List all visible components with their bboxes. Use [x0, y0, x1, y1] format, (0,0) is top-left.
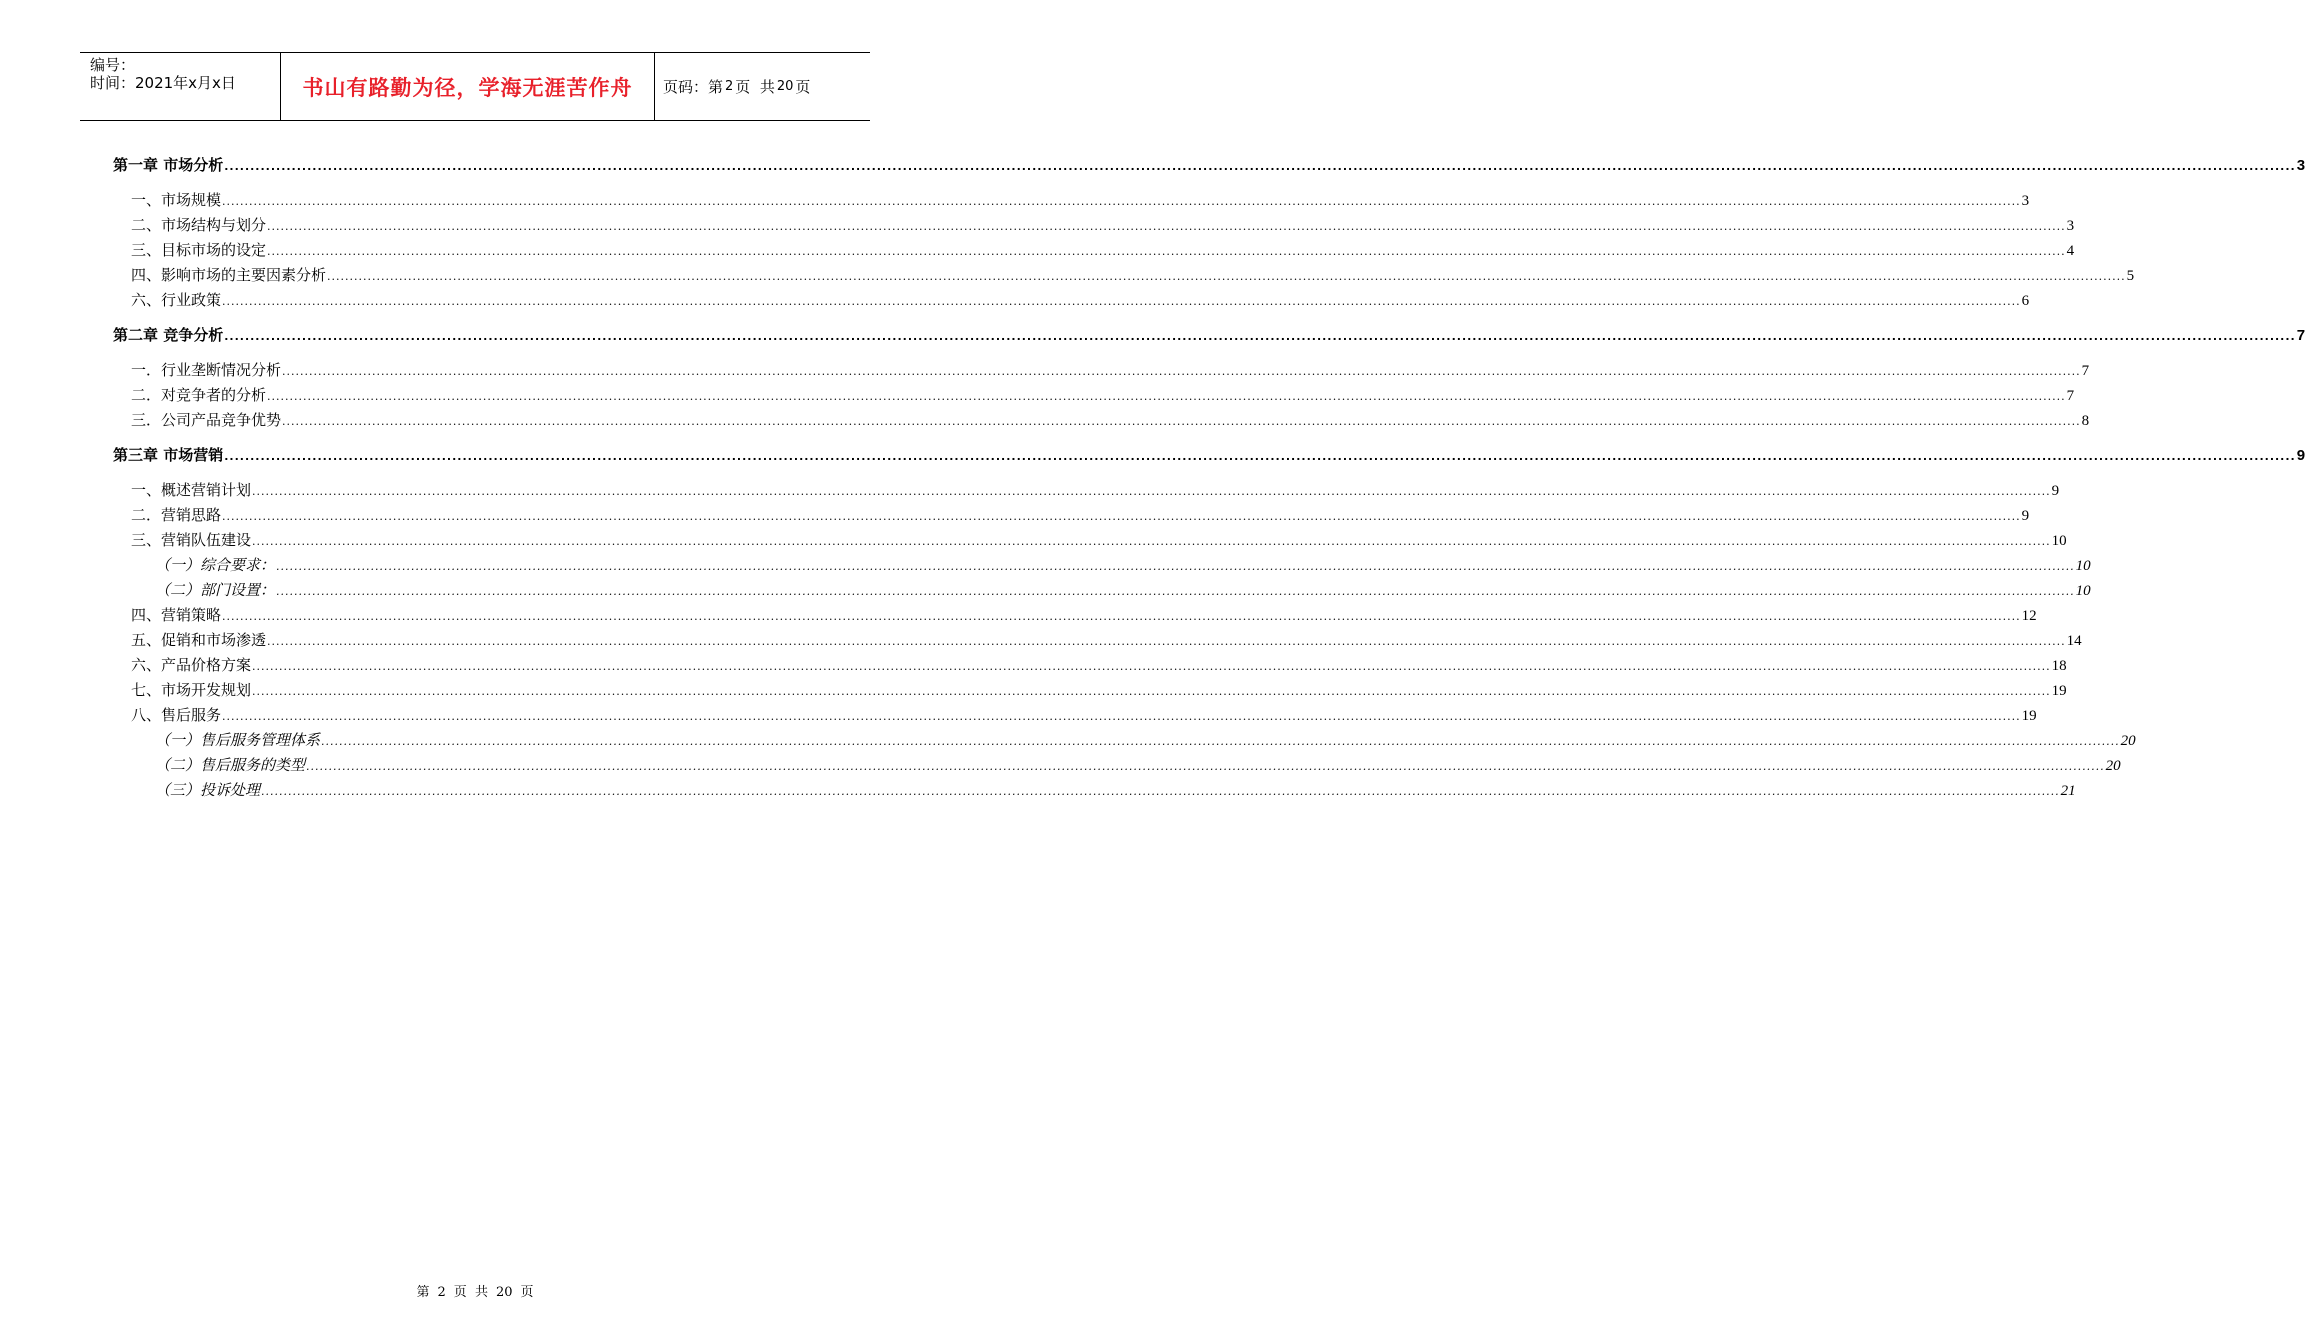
- toc-section[interactable]: [113, 359, 2090, 383]
- toc-dot-leader: ................................................................................................................................................................................................................................................................................................................................................................................................................: [222, 610, 2021, 623]
- toc-dot-leader: ................................................................................................................................................................................................................................................................................................................................................................................................................: [222, 710, 2021, 723]
- toc-dot-leader: ................................................................................................................................................................................................................................................................................................................................................................................................................: [267, 220, 2066, 233]
- toc-entry-label: 二、市场结构与划分: [131, 216, 267, 234]
- toc-dot-leader: ................................................................................................................................................................................................................................................................................................................................................................................................................: [252, 660, 2051, 673]
- toc-entry-label: （一）售后服务管理体系: [155, 731, 321, 749]
- footer-page-number: 2: [437, 1285, 446, 1300]
- toc-dot-leader: ................................................................................................................................................................................................................................................................................................................................................................................................................: [252, 685, 2051, 698]
- footer-prefix: 第: [416, 1285, 430, 1300]
- toc-dot-leader: ................................................................................................................................................................................................................................................................................................................................................................................................................: [267, 635, 2066, 648]
- toc-entry-label: 七、市场开发规划: [131, 681, 252, 699]
- header-page-mid: 页 共: [735, 78, 775, 96]
- toc-subsection[interactable]: [113, 554, 2091, 578]
- toc-entry-page: 10: [2051, 533, 2067, 549]
- toc-entry-label: 二．营销思路: [131, 506, 222, 524]
- toc-entry-page: 5: [2126, 268, 2135, 284]
- toc-entry-label: 八、售后服务: [131, 706, 222, 724]
- toc-entry-page: 20: [2105, 758, 2121, 774]
- toc-section[interactable]: [113, 604, 2037, 628]
- toc-entry-page: 19: [2021, 708, 2037, 724]
- toc-dot-leader: ................................................................................................................................................................................................................................................................................................................................................................................................................: [222, 295, 2021, 308]
- toc-chapter[interactable]: [113, 444, 2305, 468]
- toc-entry-page: 9: [2296, 447, 2305, 464]
- toc-chapter[interactable]: [113, 154, 2305, 178]
- toc-dot-leader: ................................................................................................................................................................................................................................................................................................................................................................................................................: [252, 485, 2051, 498]
- toc-entry-label: 一．行业垄断情况分析: [131, 361, 282, 379]
- toc-dot-leader: ................................................................................................................................................................................................................................................................................................................................................................................................................: [267, 245, 2066, 258]
- toc-entry-label: 六、产品价格方案: [131, 656, 252, 674]
- footer-suffix: 页: [520, 1285, 534, 1300]
- toc-entry-page: 10: [2075, 583, 2091, 599]
- toc-entry-page: 3: [2296, 157, 2305, 174]
- toc-dot-leader: ................................................................................................................................................................................................................................................................................................................................................................................................................: [276, 585, 2075, 598]
- toc-entry-label: （三）投诉处理: [155, 781, 261, 799]
- toc-section[interactable]: [113, 264, 2135, 288]
- toc-entry-label: （二）售后服务的类型: [155, 756, 306, 774]
- toc-entry-page: 3: [2021, 193, 2030, 209]
- toc-dot-leader: ................................................................................................................................................................................................................................................................................................................................................................................................................: [282, 365, 2081, 378]
- code-label: 编号：: [90, 56, 136, 74]
- toc-entry-page: 4: [2066, 243, 2075, 259]
- toc-entry-label: 一、概述营销计划: [131, 481, 252, 499]
- toc-entry-page: 7: [2066, 388, 2075, 404]
- toc-dot-leader: ................................................................................................................................................................................................................................................................................................................................................................................................................: [267, 390, 2066, 403]
- toc-entry-label: 第二章 竞争分析: [113, 326, 224, 344]
- toc-entry-page: 6: [2021, 293, 2030, 309]
- toc-entry-label: 第一章 市场分析: [113, 156, 224, 174]
- toc-entry-label: （一）综合要求：: [155, 556, 276, 574]
- toc-subsection[interactable]: [113, 754, 2121, 778]
- header-page-suffix: 页: [795, 78, 811, 96]
- toc-section[interactable]: [113, 189, 2030, 213]
- toc-entry-page: 21: [2060, 783, 2076, 799]
- toc-entry-page: 10: [2075, 558, 2091, 574]
- toc-section[interactable]: [113, 654, 2067, 678]
- page-footer: [0, 1281, 950, 1300]
- toc-dot-leader: ................................................................................................................................................................................................................................................................................................................................................................................................................: [222, 510, 2021, 523]
- header-page-total: 20: [776, 79, 794, 94]
- toc-entry-page: 9: [2051, 483, 2060, 499]
- toc-section[interactable]: [113, 679, 2067, 703]
- toc-subsection[interactable]: [113, 729, 2136, 753]
- toc-subsection[interactable]: [113, 779, 2076, 803]
- toc-dot-leader: ................................................................................................................................................................................................................................................................................................................................................................................................................: [222, 195, 2021, 208]
- header-motto: 书山有路勤为径，学海无涯苦作舟: [281, 53, 655, 120]
- toc-section[interactable]: [113, 504, 2030, 528]
- header-page-prefix: 页码：第: [663, 78, 724, 96]
- toc-section[interactable]: [113, 529, 2067, 553]
- toc-dot-leader: ................................................................................................................................................................................................................................................................................................................................................................................................................: [276, 560, 2075, 573]
- toc-section[interactable]: [113, 704, 2037, 728]
- header-page-info: [655, 53, 870, 120]
- toc-entry-label: 一、市场规模: [131, 191, 222, 209]
- footer-mid: 页 共: [453, 1285, 488, 1300]
- toc-entry-label: 六、行业政策: [131, 291, 222, 309]
- toc-entry-label: 四、影响市场的主要因素分析: [131, 266, 327, 284]
- toc-entry-label: 四、营销策略: [131, 606, 222, 624]
- toc-dot-leader: ................................................................................................................................................................................................................................................................................................................................................................................................................: [224, 160, 2296, 173]
- toc-dot-leader: ................................................................................................................................................................................................................................................................................................................................................................................................................: [282, 415, 2081, 428]
- toc-entry-label: 五、促销和市场渗透: [131, 631, 267, 649]
- page-header: [80, 52, 870, 121]
- toc-chapter[interactable]: [113, 324, 2305, 348]
- toc-dot-leader: ................................................................................................................................................................................................................................................................................................................................................................................................................: [306, 760, 2105, 773]
- toc-dot-leader: ................................................................................................................................................................................................................................................................................................................................................................................................................: [224, 330, 2296, 343]
- toc-section[interactable]: [113, 289, 2030, 313]
- toc-entry-page: 14: [2066, 633, 2082, 649]
- toc-entry-page: 18: [2051, 658, 2067, 674]
- time-label: 时间：2021年x月x日: [90, 74, 236, 92]
- toc-section[interactable]: [113, 239, 2075, 263]
- toc-entry-label: 二．对竞争者的分析: [131, 386, 267, 404]
- toc-entry-label: 三、营销队伍建设: [131, 531, 252, 549]
- toc-subsection[interactable]: [113, 579, 2091, 603]
- toc-section[interactable]: [113, 629, 2082, 653]
- toc-entry-page: 19: [2051, 683, 2067, 699]
- toc-dot-leader: ................................................................................................................................................................................................................................................................................................................................................................................................................: [321, 735, 2120, 748]
- toc-section[interactable]: [113, 384, 2075, 408]
- toc-entry-page: 9: [2021, 508, 2030, 524]
- toc-dot-leader: ................................................................................................................................................................................................................................................................................................................................................................................................................: [224, 450, 2296, 463]
- toc-dot-leader: ................................................................................................................................................................................................................................................................................................................................................................................................................: [327, 270, 2126, 283]
- toc-entry-label: （二）部门设置：: [155, 581, 276, 599]
- toc-entry-label: 三、目标市场的设定: [131, 241, 267, 259]
- toc-entry-label: 三．公司产品竞争优势: [131, 411, 282, 429]
- toc-dot-leader: ................................................................................................................................................................................................................................................................................................................................................................................................................: [252, 535, 2051, 548]
- toc-entry-page: 8: [2081, 413, 2090, 429]
- toc-dot-leader: ................................................................................................................................................................................................................................................................................................................................................................................................................: [261, 785, 2060, 798]
- header-meta: [80, 53, 281, 120]
- toc-section[interactable]: [113, 479, 2060, 503]
- header-page-number: 2: [725, 79, 734, 94]
- toc-entry-page: 7: [2081, 363, 2090, 379]
- toc-entry-label: 第三章 市场营销: [113, 446, 224, 464]
- toc-section[interactable]: [113, 409, 2090, 433]
- toc-section[interactable]: [113, 214, 2075, 238]
- toc-entry-page: 20: [2120, 733, 2136, 749]
- toc-entry-page: 3: [2066, 218, 2075, 234]
- footer-page-total: 20: [496, 1285, 513, 1300]
- toc-entry-page: 12: [2021, 608, 2037, 624]
- toc-entry-page: 7: [2296, 327, 2305, 344]
